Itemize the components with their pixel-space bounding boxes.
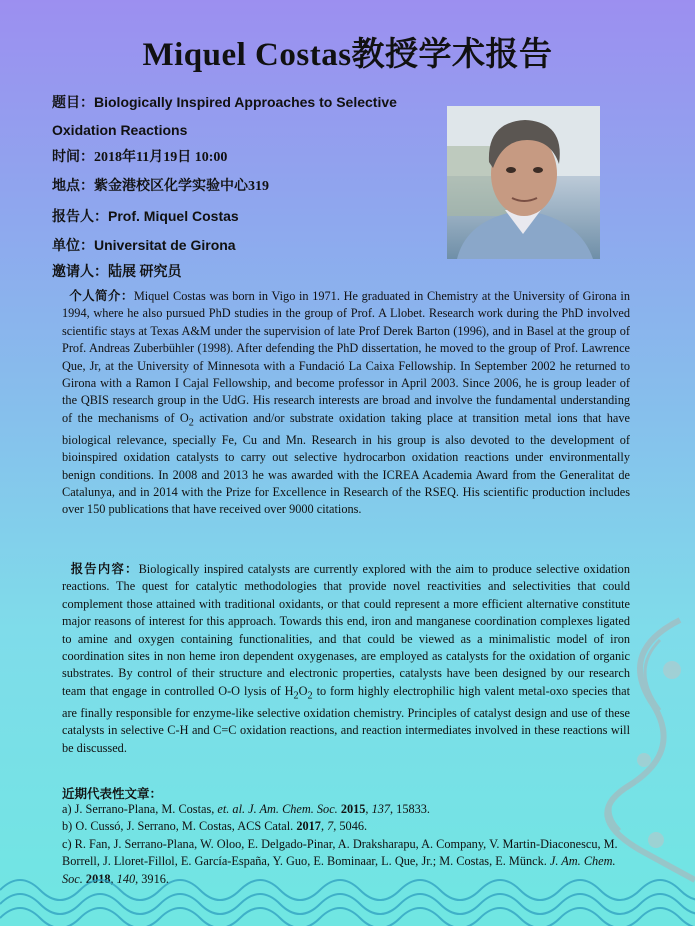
host-line <box>52 263 182 283</box>
bio-label: 个人简介： <box>69 289 134 303</box>
host-label: 邀请人： <box>52 265 108 280</box>
ref-b-authors: b) O. Cussó, J. Serrano, M. Costas, ACS Catal. <box>62 819 297 834</box>
place-value: 紫金港校区化学实验中心319 <box>94 179 269 194</box>
topic-label: 题目： <box>52 96 94 111</box>
time-line <box>52 148 227 168</box>
ref-a-year: 2015 <box>340 802 366 816</box>
ref-a-journal: et. al. J. Am. Chem. Soc. <box>217 802 338 816</box>
ref-a-pages: , 15833. <box>390 802 430 816</box>
ref-c-authors: c) R. Fan, J. Serrano-Plana, W. Oloo, E. Delgado-Pinar, A. Draksharapu, A. Company, V. Martin-Diaconescu, M. Borrell, J. Lloret-Fillol, E. García-España, Y. Guo, E. Bominaar, L. Que, Jr.; M. Costas, E. Münck. <box>62 836 618 869</box>
affiliation-label: 单位： <box>52 239 94 254</box>
ref-c-pages: , 3916. <box>135 871 169 886</box>
bio-text-a: Miquel Costas was born in Vigo in 1971. He graduated in Chemistry at the University of Girona in 1994, where he also pursued PhD studies in the group of Prof. A Llobet. Research work during the PhD involved scientific stays at Texas A&M under the supervision of late Prof Derek Barton (1996), and in Basel at the group of Prof. Andreas Zuberbühler (1998). After defending the PhD dissertation, he moved to the group of Prof. Lawrence Que, Jr, at the University of Minnesota with a Fundació La Caixa Fellowship. In September 2002 he returned to Girona with a Ramon I Cajal Fellowship, and become professor in April 2003. Since 2006, he is group leader of the QBIS research group in the UdG. His research interests are broad and involve the fundamental understanding of the mechanisms of O <box>62 289 630 425</box>
ref-b: b) O. Cussó, J. Serrano, M. Costas, ACS Catal. 2017, 7, 5046. <box>62 819 368 834</box>
topic-text-1: Biologically Inspired Approaches to Selective <box>94 94 397 110</box>
bio-paragraph <box>62 288 630 519</box>
abstract-paragraph <box>62 561 630 757</box>
page-title: Miquel Costas教授学术报告 <box>142 37 553 73</box>
topic-line-2 <box>52 120 187 142</box>
speaker-label: 报告人： <box>52 210 108 225</box>
time-value: 2018年11月19日 10:00 <box>94 150 228 165</box>
host-value: 陆展 研究员 <box>108 265 182 280</box>
abstract-label: 报告内容： <box>70 562 139 576</box>
abstract-mid: O <box>298 683 308 698</box>
ref-b-volume: 7 <box>327 819 334 834</box>
abstract-text-b: to form highly electrophilic high valent metal-oxo species that are finally responsible for enzyme-like selective oxidation chemistry. Principles of catalyst design and use of these catalysts in selective C-H and C=C oxidation reactions, and reaction intermediates involved in these reactions will be discussed. <box>62 683 631 755</box>
abstract-sub-1: 2 <box>293 690 299 702</box>
ref-b-pages: , 5046. <box>333 819 368 834</box>
place-label: 地点： <box>52 179 94 194</box>
ref-b-year: 2017 <box>296 819 321 834</box>
time-label: 时间： <box>52 150 94 165</box>
ref-a: a) J. Serrano-Plana, M. Costas, et. al. J. Am. Chem. Soc. 2015, 137, 15833. <box>62 802 430 816</box>
bio-sub: 2 <box>188 417 194 429</box>
abstract-text-a: Biologically inspired catalysts are currently explored with the aim to produce selective oxidation reactions. The quest for catalytic methodologies that provide novel reactivities and selectivities that could complement those attained with traditional oxidants, or that could represent a more efficient alternative constitute major reasons of interest for this approach. Towards this end, iron and manganese coordination complexes ligated to amine and oxygen containing functionalities, and that could be viewed as a minimalistic model of iron coordination sites in non heme iron dependent oxygenases, are employed as catalysts for the oxidation of organic substrates. By control of their structure and electronic properties, catalysts have been designed by our research team that engage in controlled O-O lysis of H <box>62 562 630 698</box>
ref-c-journal: J. Am. Chem. Soc. <box>62 854 616 886</box>
topic-line-1 <box>52 92 397 114</box>
ref-c: c) R. Fan, J. Serrano-Plana, W. Oloo, E. Delgado-Pinar, A. Draksharapu, A. Company, V. Martin-Diaconescu, M. Borrell, J. Lloret-Fillol, E. García-España, Y. Guo, E. Bominaar, L. Que, Jr.; M. Costas, E. Münck. J. Am. Chem. Soc. 2018, 140, 3916. <box>62 836 618 886</box>
speaker-value: Prof. Miquel Costas <box>108 208 239 224</box>
wave-decoration <box>0 860 695 926</box>
affiliation-value: Universitat de Girona <box>94 237 236 253</box>
speaker-photo <box>447 106 600 259</box>
ref-a-authors: a) J. Serrano-Plana, M. Costas, <box>62 802 218 816</box>
topic-text-2: Oxidation Reactions <box>52 122 188 138</box>
refs-title: 近期代表性文章： <box>62 787 163 801</box>
place-line <box>52 177 269 197</box>
abstract-sub-2: 2 <box>307 690 313 702</box>
ref-c-volume: 140 <box>116 871 136 886</box>
affiliation-line <box>52 235 236 257</box>
bio-text-b: activation and/or substrate oxidation taking place at transition metal ions that have biological relevance, specially Fe, Cu and Mn. Research in his group is also devoted to the development of bioinspired oxidation catalysts to carry out selective hydrocarbon oxidation reactions under environmentally benign conditions. In 2008 and 2013 he was awarded with the ICREA Academia Award from the Generalitat de Catalunya, and in 2014 with the Prize for Excellence in Research of the RSEQ. His scientific production includes over 150 publications that have received over 9000 citations. <box>62 410 630 517</box>
ref-a-volume: 137 <box>371 802 391 816</box>
ref-c-year: 2018 <box>85 871 111 886</box>
dragon-decoration <box>560 610 695 890</box>
speaker-line <box>52 206 239 228</box>
